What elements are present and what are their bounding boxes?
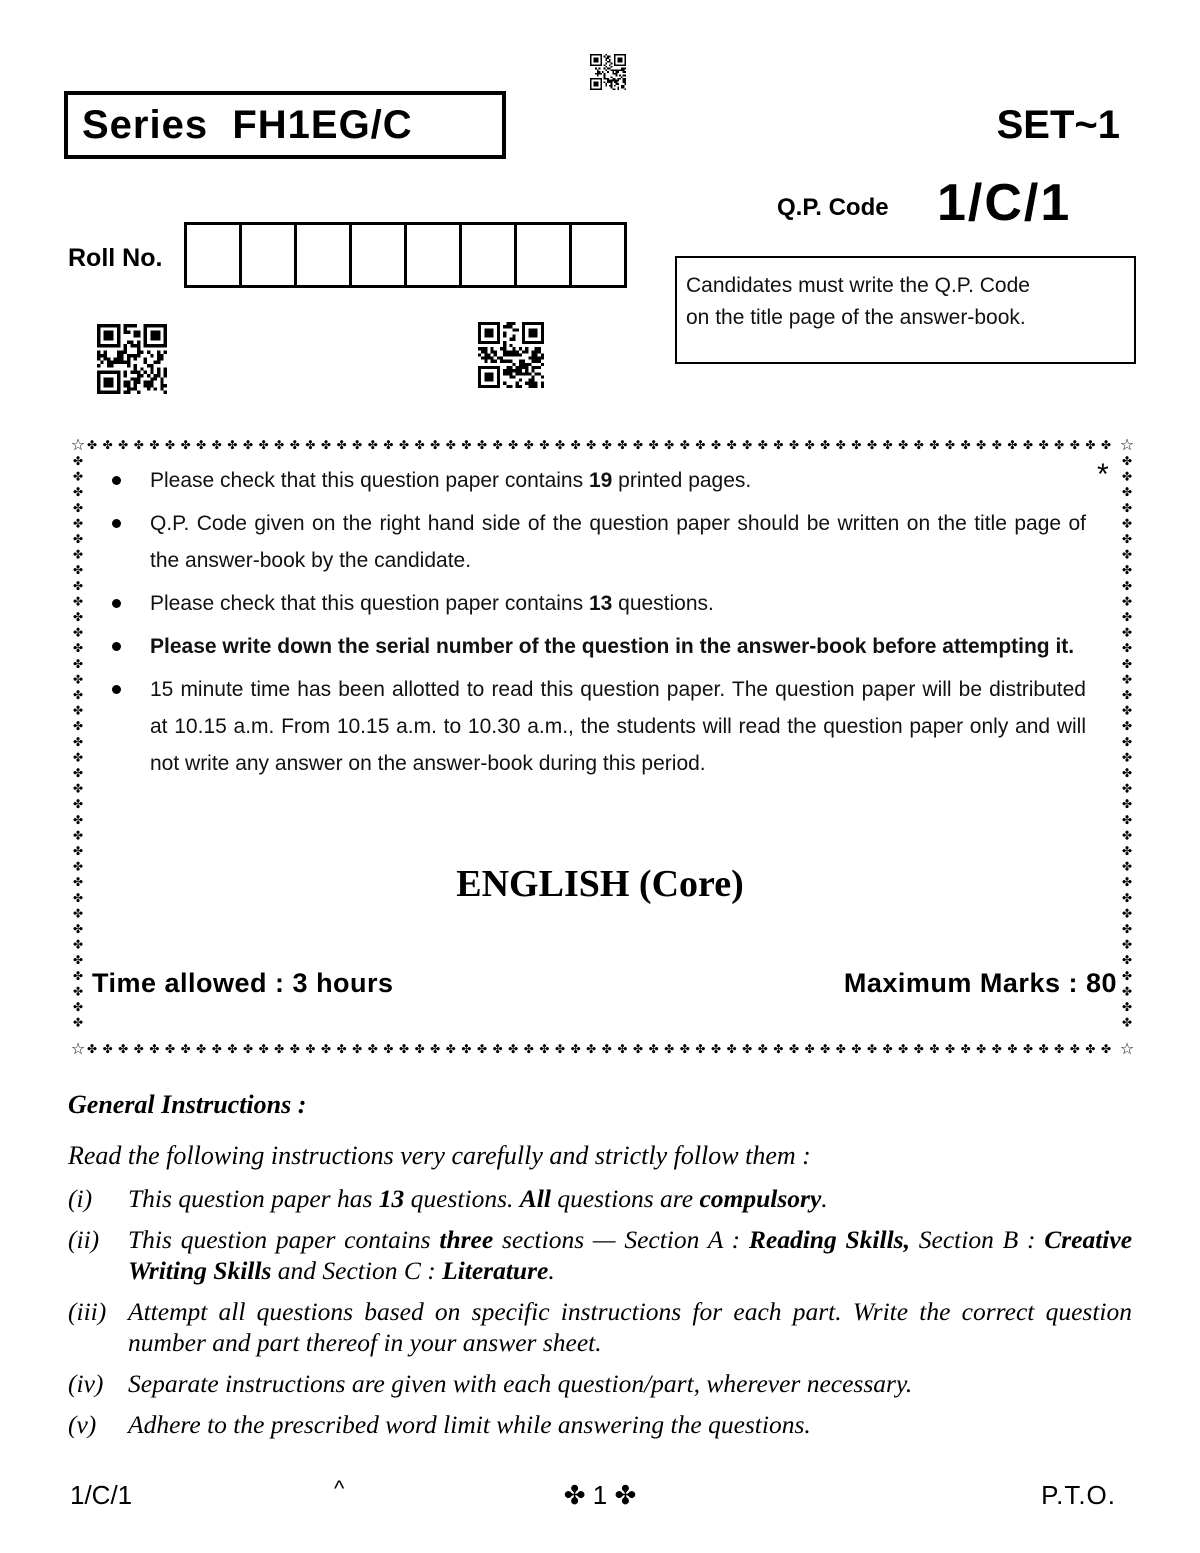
frame-ornament-icon: ✤ xyxy=(1121,922,1133,936)
frame-ornament-icon: ✤ xyxy=(72,766,84,780)
please-turn-over: P.T.O. xyxy=(1041,1480,1116,1510)
frame-ornament-icon: ✤ xyxy=(601,438,612,452)
frame-ornament-icon: ✤ xyxy=(149,1042,160,1056)
roll-number-label: Roll No. xyxy=(68,244,163,272)
general-instruction-item xyxy=(68,1409,1132,1440)
frame-ornament-icon: ✤ xyxy=(1085,438,1096,452)
frame-ornament-icon: ✤ xyxy=(72,532,84,546)
frame-ornament-icon: ✤ xyxy=(773,438,784,452)
frame-ornament-icon: ✤ xyxy=(72,906,84,921)
frame-ornament-icon: ✤ xyxy=(679,438,690,452)
frame-ornament-icon: ✤ xyxy=(804,1042,815,1056)
frame-ornament-icon: ✤ xyxy=(258,438,269,452)
frame-ornament-icon: ✤ xyxy=(1121,890,1133,905)
ornament-left-icon: ✤ xyxy=(563,1480,593,1510)
frame-ornament-icon: ✤ xyxy=(320,1042,332,1056)
frame-ornament-icon: ✤ xyxy=(352,438,363,452)
frame-corner-icon: ☆ xyxy=(70,437,86,454)
frame-ornament-icon: ✤ xyxy=(960,1042,971,1056)
frame-ornament-icon: ✤ xyxy=(414,438,425,452)
frame-ornament-icon: ✤ xyxy=(72,750,84,765)
frame-ornament-icon: ✤ xyxy=(242,438,254,452)
frame-ornament-icon: ✤ xyxy=(1007,1042,1018,1056)
frame-ornament-icon: ✤ xyxy=(72,1000,84,1014)
frame-ornament-icon: ✤ xyxy=(539,438,550,452)
frame-ornament-icon: ✤ xyxy=(180,1042,191,1056)
frame-ornament-icon: ✤ xyxy=(336,1042,347,1056)
frame-ornament-icon: ✤ xyxy=(1100,1042,1112,1056)
frame-ornament-icon: ✤ xyxy=(461,438,472,452)
frame-ornament-icon: ✤ xyxy=(1100,438,1112,452)
frame-ornament-icon: ✤ xyxy=(1038,438,1049,452)
frame-ornament-icon: ✤ xyxy=(72,922,84,936)
frame-ornament-icon: ✤ xyxy=(1121,469,1133,484)
frame-ornament-icon: ✤ xyxy=(72,578,84,593)
frame-ornament-icon: ✤ xyxy=(133,1042,144,1056)
roll-number-cell xyxy=(517,225,572,285)
footer-qp-code: 1/C/1 xyxy=(70,1480,133,1510)
frame-ornament-icon: ✤ xyxy=(305,1042,316,1056)
frame-ornament-icon: ✤ xyxy=(1121,532,1133,546)
frame-ornament-icon: ✤ xyxy=(1121,719,1133,734)
frame-ornament-icon: ✤ xyxy=(1121,797,1133,812)
frame-ornament-icon: ✤ xyxy=(164,438,176,452)
general-instruction-number: (ii) xyxy=(68,1225,100,1254)
frame-ornament-icon: ✤ xyxy=(414,1042,425,1056)
frame-ornament-icon: ✤ xyxy=(336,438,347,452)
subject-title: ENGLISH (Core) xyxy=(456,863,744,905)
frame-ornament-icon: ✤ xyxy=(1121,641,1133,656)
frame-ornament-icon: ✤ xyxy=(72,953,84,968)
frame-ornament-icon: ✤ xyxy=(820,1042,831,1056)
general-instruction-item xyxy=(68,1296,1132,1358)
frame-ornament-icon: ✤ xyxy=(882,438,893,452)
frame-ornament-icon: ✤ xyxy=(664,438,675,452)
frame-ornament-icon: ✤ xyxy=(726,438,737,452)
frame-ornament-icon: ✤ xyxy=(1085,1042,1096,1056)
frame-ornament-icon: ✤ xyxy=(726,1042,737,1056)
time-allowed: Time allowed : 3 hours xyxy=(92,968,394,998)
frame-ornament-icon: ✤ xyxy=(1121,594,1133,609)
frame-ornament-icon: ✤ xyxy=(305,438,316,452)
frame-corner-icon: ☆ xyxy=(1119,1039,1135,1057)
frame-ornament-icon: ✤ xyxy=(695,438,706,452)
frame-ornament-icon: ✤ xyxy=(398,1042,410,1056)
frame-ornament-icon: ✤ xyxy=(1121,610,1133,624)
general-instruction-text: Attempt all questions based on specific instructions for each part. Write the correct question number and part thereof in your answer sheet. xyxy=(128,1297,1132,1357)
instruction-bullets xyxy=(106,462,1086,788)
frame-ornament-icon: ✤ xyxy=(960,438,971,452)
frame-ornament-icon: ✤ xyxy=(72,719,84,734)
frame-ornament-icon: ✤ xyxy=(742,438,753,452)
frame-ornament-icon: ✤ xyxy=(274,1042,285,1056)
frame-ornament-icon: ✤ xyxy=(757,1042,768,1056)
frame-ornament-icon: ✤ xyxy=(1121,906,1133,921)
instruction-bullet: Please check that this question paper contains 19 printed pages. xyxy=(106,462,1086,499)
frame-ornament-icon: ✤ xyxy=(398,438,410,452)
frame-ornament-icon: ✤ xyxy=(554,438,566,452)
frame-ornament-icon: ✤ xyxy=(570,1042,581,1056)
instruction-bullet: Q.P. Code given on the right hand side of the question paper should be written on the title page of the answer-book by the candidate. xyxy=(106,505,1086,579)
frame-ornament-icon: ✤ xyxy=(72,500,84,515)
frame-corner-icon: ☆ xyxy=(1119,437,1135,454)
frame-ornament-icon: ✤ xyxy=(383,438,394,452)
frame-ornament-icon: ✤ xyxy=(508,1042,519,1056)
frame-ornament-icon: ✤ xyxy=(601,1042,612,1056)
frame-ornament-icon: ✤ xyxy=(196,438,207,452)
frame-ornament-icon: ✤ xyxy=(898,1042,909,1056)
frame-ornament-icon: ✤ xyxy=(1121,968,1133,983)
frame-ornament-icon: ✤ xyxy=(1121,859,1133,874)
roll-number-cell xyxy=(352,225,407,285)
candidate-note xyxy=(675,256,1136,364)
frame-ornament-icon: ✤ xyxy=(72,781,84,796)
instruction-bullet: 15 minute time has been allotted to read this question paper. The question paper will be distributed at 10.15 a.m. From 10.15 a.m. to 10.30 a.m., the students will read the question paper only and will not write any answer on the answer-book during this period. xyxy=(106,671,1086,782)
frame-ornament-icon: ✤ xyxy=(991,438,1002,452)
frame-ornament-icon: ✤ xyxy=(72,594,84,609)
general-instructions-title: General Instructions : xyxy=(68,1090,307,1119)
frame-ornament-icon: ✤ xyxy=(72,859,84,874)
frame-ornament-icon: ✤ xyxy=(72,672,84,687)
frame-ornament-icon: ✤ xyxy=(991,1042,1002,1056)
set-label: SET~1 xyxy=(996,103,1120,147)
frame-ornament-icon: ✤ xyxy=(757,438,768,452)
frame-ornament-icon: ✤ xyxy=(788,438,800,452)
frame-ornament-icon: ✤ xyxy=(710,438,722,452)
roll-number-cell xyxy=(462,225,517,285)
frame-ornament-icon: ✤ xyxy=(1121,688,1133,702)
frame-ornament-icon: ✤ xyxy=(570,438,581,452)
frame-ornament-icon: ✤ xyxy=(1121,578,1133,593)
frame-ornament-icon: ✤ xyxy=(898,438,909,452)
frame-ornament-icon: ✤ xyxy=(929,438,940,452)
frame-ornament-icon: ✤ xyxy=(1069,438,1080,452)
frame-ornament-icon: ✤ xyxy=(1121,844,1133,858)
frame-ornament-icon: ✤ xyxy=(554,1042,566,1056)
frame-ornament-icon: ✤ xyxy=(180,438,191,452)
general-instruction-text: This question paper contains three sections — Section A : Reading Skills, Section B : Creative Writing Skills and Section C : Literature. xyxy=(128,1225,1133,1285)
frame-ornament-icon: ✤ xyxy=(1121,625,1133,640)
frame-ornament-icon: ✤ xyxy=(1121,734,1133,749)
frame-ornament-icon: ✤ xyxy=(1121,703,1133,718)
frame-ornament-icon: ✤ xyxy=(149,438,160,452)
frame-ornament-icon: ✤ xyxy=(320,438,332,452)
frame-ornament-icon: ✤ xyxy=(289,438,300,452)
frame-ornament-icon: ✤ xyxy=(1121,953,1133,968)
frame-ornament-icon: ✤ xyxy=(1121,485,1133,500)
general-instruction-number: (iii) xyxy=(68,1297,107,1326)
frame-ornament-icon: ✤ xyxy=(227,1042,238,1056)
frame-ornament-icon: ✤ xyxy=(929,1042,940,1056)
frame-ornament-icon: ✤ xyxy=(72,688,84,702)
frame-ornament-icon: ✤ xyxy=(913,438,924,452)
frame-corner-icon: ☆ xyxy=(70,1039,86,1057)
frame-ornament-icon: ✤ xyxy=(72,984,84,999)
frame-ornament-icon: ✤ xyxy=(1121,454,1133,468)
frame-ornament-icon: ✤ xyxy=(835,438,846,452)
frame-ornament-icon: ✤ xyxy=(383,1042,394,1056)
frame-ornament-icon: ✤ xyxy=(1121,547,1133,562)
qr-code-middle xyxy=(478,322,544,388)
frame-ornament-icon: ✤ xyxy=(820,438,831,452)
frame-ornament-icon: ✤ xyxy=(118,438,129,452)
general-instruction-text: Separate instructions are given with each question/part, wherever necessary. xyxy=(128,1369,913,1398)
frame-ornament-icon: ✤ xyxy=(72,563,84,578)
general-instruction-number: (v) xyxy=(68,1410,97,1439)
frame-ornament-icon: ✤ xyxy=(1121,500,1133,515)
qr-code-left xyxy=(97,324,167,394)
roll-number-cell xyxy=(242,225,297,285)
frame-ornament-icon: ✤ xyxy=(102,1042,113,1056)
general-instruction-number: (iv) xyxy=(68,1369,104,1398)
frame-ornament-icon: ✤ xyxy=(445,1042,456,1056)
frame-ornament-icon: ✤ xyxy=(1121,1015,1133,1030)
frame-ornament-icon: ✤ xyxy=(430,438,441,452)
frame-ornament-icon: ✤ xyxy=(445,438,456,452)
frame-ornament-icon: ✤ xyxy=(1022,438,1034,452)
frame-ornament-icon: ✤ xyxy=(430,1042,441,1056)
series-label: Series FH1EG/C xyxy=(64,91,506,159)
frame-ornament-icon: ✤ xyxy=(835,1042,846,1056)
frame-ornament-icon: ✤ xyxy=(851,438,862,452)
frame-ornament-icon: ✤ xyxy=(289,1042,300,1056)
frame-ornament-icon: ✤ xyxy=(617,438,628,452)
frame-ornament-icon: ✤ xyxy=(492,438,503,452)
frame-ornament-icon: ✤ xyxy=(944,438,956,452)
frame-ornament-icon: ✤ xyxy=(211,1042,222,1056)
frame-ornament-icon: ✤ xyxy=(1054,438,1065,452)
frame-ornament-icon: ✤ xyxy=(367,438,378,452)
frame-ornament-icon: ✤ xyxy=(1054,1042,1065,1056)
frame-ornament-icon: ✤ xyxy=(804,438,815,452)
frame-ornament-icon: ✤ xyxy=(258,1042,269,1056)
frame-ornament-icon: ✤ xyxy=(72,890,84,905)
frame-ornament-icon: ✤ xyxy=(72,641,84,656)
frame-ornament-icon: ✤ xyxy=(1121,563,1133,578)
frame-ornament-icon: ✤ xyxy=(1121,875,1133,890)
frame-ornament-icon: ✤ xyxy=(882,1042,893,1056)
frame-ornament-icon: ✤ xyxy=(1121,828,1133,843)
frame-ornament-icon: ✤ xyxy=(632,1042,644,1056)
frame-ornament-icon: ✤ xyxy=(72,812,84,827)
frame-ornament-icon: ✤ xyxy=(1007,438,1018,452)
frame-ornament-icon: ✤ xyxy=(72,516,84,531)
frame-ornament-icon: ✤ xyxy=(72,875,84,890)
frame-ornament-icon: ✤ xyxy=(1121,1000,1133,1014)
frame-ornament-icon: ✤ xyxy=(586,1042,597,1056)
roll-number-cell xyxy=(297,225,352,285)
qr-code-top xyxy=(590,54,626,90)
general-instruction-item xyxy=(68,1183,1132,1214)
frame-ornament-icon: ✤ xyxy=(72,968,84,983)
frame-ornament-icon: ✤ xyxy=(242,1042,254,1056)
frame-ornament-icon: ✤ xyxy=(72,1015,84,1030)
frame-ornament-icon: ✤ xyxy=(1121,781,1133,796)
frame-ornament-icon: ✤ xyxy=(664,1042,675,1056)
frame-ornament-icon: ✤ xyxy=(72,703,84,718)
frame-ornament-icon: ✤ xyxy=(72,844,84,858)
frame-ornament-icon: ✤ xyxy=(133,438,144,452)
general-instruction-item xyxy=(68,1368,1132,1399)
frame-ornament-icon: ✤ xyxy=(1121,812,1133,827)
qp-code-label: Q.P. Code xyxy=(777,194,889,221)
frame-ornament-icon: ✤ xyxy=(72,937,84,952)
frame-ornament-icon: ✤ xyxy=(648,1042,659,1056)
frame-ornament-icon: ✤ xyxy=(352,1042,363,1056)
page-number xyxy=(0,1480,1200,1511)
frame-ornament-icon: ✤ xyxy=(976,1042,987,1056)
frame-ornament-icon: ✤ xyxy=(164,1042,176,1056)
qp-code: 1/C/1 xyxy=(937,174,1072,232)
frame-ornament-icon: ✤ xyxy=(710,1042,722,1056)
frame-ornament-icon: ✤ xyxy=(1022,1042,1034,1056)
ornament-right-icon: ✤ xyxy=(607,1480,637,1510)
frame-ornament-icon: ✤ xyxy=(72,547,84,562)
candidate-note-line: Candidates must write the Q.P. Code xyxy=(686,274,1030,297)
frame-ornament-icon: ✤ xyxy=(476,438,488,452)
frame-ornament-icon: ✤ xyxy=(1121,656,1133,671)
frame-ornament-icon: ✤ xyxy=(523,438,534,452)
frame-ornament-icon: ✤ xyxy=(913,1042,924,1056)
frame-ornament-icon: ✤ xyxy=(102,438,113,452)
frame-ornament-icon: ✤ xyxy=(1121,766,1133,780)
frame-ornament-icon: ✤ xyxy=(742,1042,753,1056)
frame-ornament-icon: ✤ xyxy=(1121,516,1133,531)
general-instruction-text: Adhere to the prescribed word limit while answering the questions. xyxy=(128,1410,811,1439)
general-instructions-intro: Read the following instructions very carefully and strictly follow them : xyxy=(68,1141,811,1170)
candidate-note-line: on the title page of the answer-book. xyxy=(686,306,1026,329)
maximum-marks: Maximum Marks : 80 xyxy=(843,968,1117,998)
frame-ornament-icon: ✤ xyxy=(196,1042,207,1056)
instruction-bullet: Please write down the serial number of the question in the answer-book before attempting it. xyxy=(106,628,1086,665)
frame-ornament-icon: ✤ xyxy=(679,1042,690,1056)
frame-ornament-icon: ✤ xyxy=(1121,750,1133,765)
frame-ornament-icon: ✤ xyxy=(586,438,597,452)
frame-ornament-icon: ✤ xyxy=(476,1042,488,1056)
frame-ornament-icon: ✤ xyxy=(72,469,84,484)
frame-ornament-icon: ✤ xyxy=(976,438,987,452)
instruction-bullet: Please check that this question paper contains 13 questions. xyxy=(106,585,1086,622)
frame-ornament-icon: ✤ xyxy=(632,438,644,452)
frame-ornament-icon: ✤ xyxy=(1069,1042,1080,1056)
page-number-value: 1 xyxy=(592,1480,608,1510)
frame-ornament-icon: ✤ xyxy=(617,1042,628,1056)
frame-ornament-icon: ✤ xyxy=(523,1042,534,1056)
frame-ornament-icon: ✤ xyxy=(788,1042,800,1056)
frame-ornament-icon: ✤ xyxy=(86,1042,98,1056)
roll-number-boxes xyxy=(184,222,627,288)
frame-ornament-icon: ✤ xyxy=(461,1042,472,1056)
frame-ornament-icon: ✤ xyxy=(72,625,84,640)
frame-ornament-icon: ✤ xyxy=(86,438,98,452)
general-instruction-item xyxy=(68,1224,1132,1286)
frame-ornament-icon: ✤ xyxy=(72,734,84,749)
roll-number-cell xyxy=(187,225,242,285)
frame-ornament-icon: ✤ xyxy=(1038,1042,1049,1056)
frame-ornament-icon: ✤ xyxy=(1121,672,1133,687)
frame-ornament-icon: ✤ xyxy=(72,610,84,624)
frame-ornament-icon: ✤ xyxy=(508,438,519,452)
frame-ornament-icon: ✤ xyxy=(72,828,84,843)
frame-ornament-icon: ✤ xyxy=(72,797,84,812)
frame-ornament-icon: ✤ xyxy=(695,1042,706,1056)
frame-ornament-icon: ✤ xyxy=(866,438,878,452)
frame-ornament-icon: ✤ xyxy=(773,1042,784,1056)
frame-ornament-icon: ✤ xyxy=(1121,984,1133,999)
frame-ornament-icon: ✤ xyxy=(118,1042,129,1056)
frame-ornament-icon: ✤ xyxy=(539,1042,550,1056)
frame-ornament-icon: ✤ xyxy=(648,438,659,452)
frame-ornament-icon: ✤ xyxy=(72,656,84,671)
frame-ornament-icon: ✤ xyxy=(72,485,84,500)
general-instructions-list xyxy=(68,1183,1132,1450)
frame-ornament-icon: ✤ xyxy=(227,438,238,452)
frame-ornament-icon: ✤ xyxy=(211,438,222,452)
general-instruction-number: (i) xyxy=(68,1184,93,1213)
frame-ornament-icon: ✤ xyxy=(367,1042,378,1056)
frame-ornament-icon: ✤ xyxy=(274,438,285,452)
frame-ornament-icon: ✤ xyxy=(72,454,84,468)
general-instruction-text: This question paper has 13 questions. All questions are compulsory. xyxy=(128,1184,828,1213)
roll-number-cell xyxy=(572,225,624,285)
asterisk-mark: * xyxy=(1097,458,1109,491)
roll-number-cell xyxy=(407,225,462,285)
frame-ornament-icon: ✤ xyxy=(1121,937,1133,952)
frame-ornament-icon: ✤ xyxy=(944,1042,956,1056)
frame-ornament-icon: ✤ xyxy=(492,1042,503,1056)
frame-ornament-icon: ✤ xyxy=(866,1042,878,1056)
frame-ornament-icon: ✤ xyxy=(851,1042,862,1056)
footer-caret: ^ xyxy=(334,1476,345,1501)
